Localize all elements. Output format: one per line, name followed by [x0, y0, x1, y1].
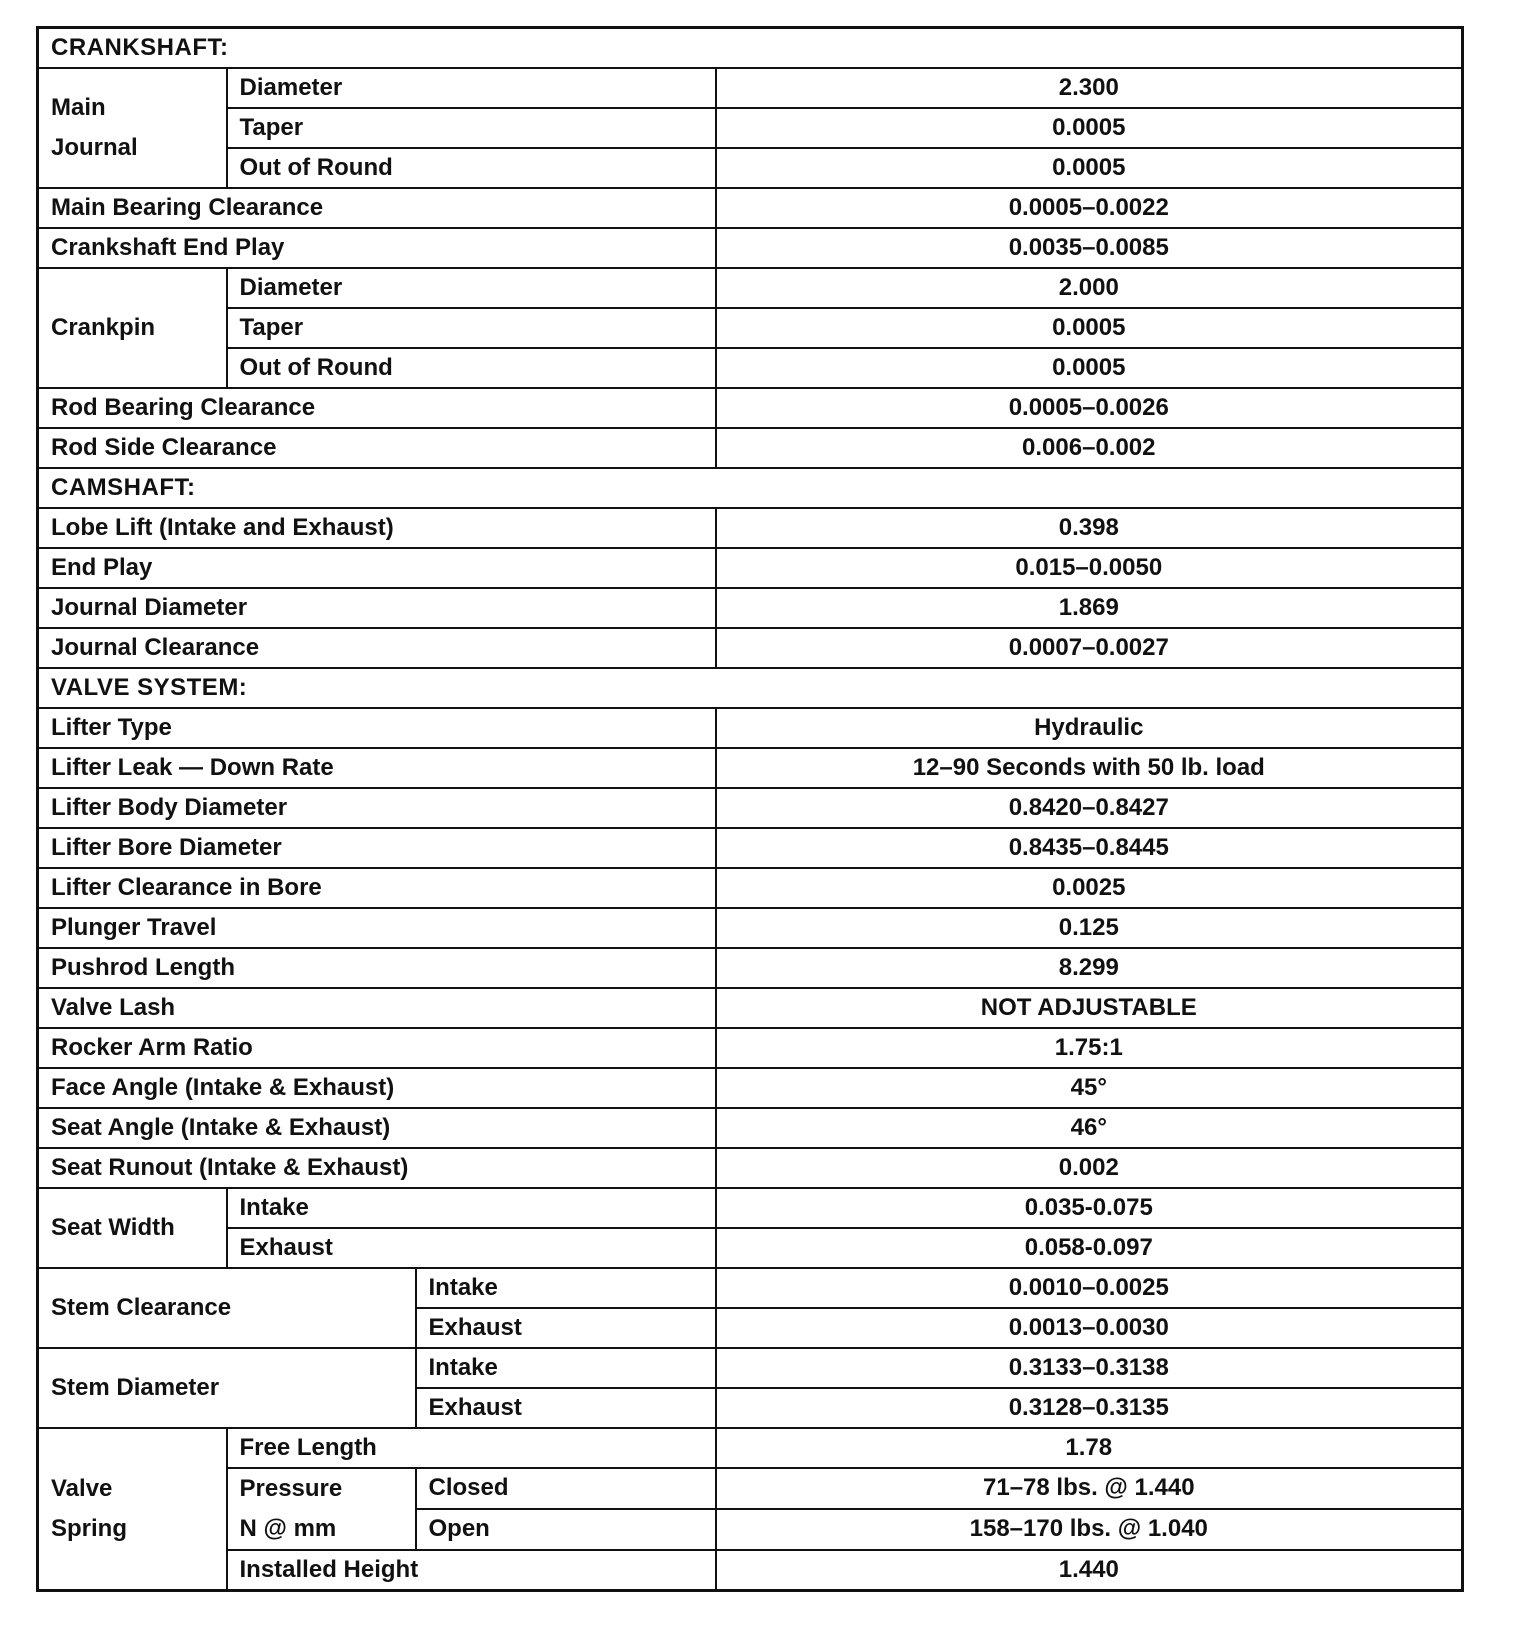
spec-value: 0.398 — [716, 508, 1463, 548]
spec-label: Taper — [227, 108, 716, 148]
spec-value: 0.002 — [716, 1148, 1463, 1188]
spec-value: 0.0025 — [716, 868, 1463, 908]
table-row — [38, 788, 1463, 828]
table-row — [38, 1468, 1463, 1509]
table-row — [38, 628, 1463, 668]
spec-label: Exhaust — [416, 1388, 716, 1428]
spec-label: Rod Side Clearance — [38, 428, 716, 468]
table-row — [38, 1428, 1463, 1468]
spec-label: Journal Clearance — [38, 628, 716, 668]
spec-label: Plunger Travel — [38, 908, 716, 948]
spec-value: 1.75:1 — [716, 1028, 1463, 1068]
table-row — [38, 1068, 1463, 1108]
spec-value: 0.3133–0.3138 — [716, 1348, 1463, 1388]
main-journal-label-line1: Main — [51, 94, 106, 121]
group-label-stem-diameter: Stem Diameter — [38, 1348, 416, 1428]
table-row — [38, 148, 1463, 188]
spec-value: 0.8420–0.8427 — [716, 788, 1463, 828]
spec-label: Free Length — [227, 1428, 716, 1468]
table-row — [38, 508, 1463, 548]
spec-label: Diameter — [227, 268, 716, 308]
spec-value: 2.000 — [716, 268, 1463, 308]
pressure-label-line1: Pressure — [239, 1475, 343, 1502]
table-row — [38, 1188, 1463, 1228]
spec-value: 0.0005–0.0026 — [716, 388, 1463, 428]
spec-value: 71–78 lbs. @ 1.440 — [716, 1468, 1463, 1509]
spec-value: 0.0005 — [716, 348, 1463, 388]
spec-label: Main Bearing Clearance — [38, 188, 716, 228]
spec-value: 0.015–0.0050 — [716, 548, 1463, 588]
section-row-camshaft — [38, 468, 1463, 508]
spec-value: 0.0007–0.0027 — [716, 628, 1463, 668]
spec-value: 1.869 — [716, 588, 1463, 628]
table-row — [38, 588, 1463, 628]
spec-label: Closed — [416, 1468, 716, 1509]
spec-value: 1.440 — [716, 1550, 1463, 1591]
spec-label: Out of Round — [227, 348, 716, 388]
spec-label: Exhaust — [416, 1308, 716, 1348]
table-row — [38, 1348, 1463, 1388]
spec-label: Lifter Leak — Down Rate — [38, 748, 716, 788]
table-row — [38, 828, 1463, 868]
section-header-camshaft: CAMSHAFT: — [38, 468, 1463, 508]
table-row — [38, 988, 1463, 1028]
spec-label: Lobe Lift (Intake and Exhaust) — [38, 508, 716, 548]
table-row — [38, 308, 1463, 348]
table-row — [38, 548, 1463, 588]
spec-label: Rocker Arm Ratio — [38, 1028, 716, 1068]
spec-value: 0.0013–0.0030 — [716, 1308, 1463, 1348]
group-label-main-journal — [38, 68, 227, 188]
table-row — [38, 748, 1463, 788]
spec-value: 12–90 Seconds with 50 lb. load — [716, 748, 1463, 788]
table-row — [38, 1268, 1463, 1308]
spec-label: Exhaust — [227, 1228, 716, 1268]
table-row — [38, 908, 1463, 948]
table-row — [38, 1148, 1463, 1188]
spec-label: Seat Angle (Intake & Exhaust) — [38, 1108, 716, 1148]
spec-label: Rod Bearing Clearance — [38, 388, 716, 428]
spec-value: 46° — [716, 1108, 1463, 1148]
spec-label: Crankshaft End Play — [38, 228, 716, 268]
table-row — [38, 868, 1463, 908]
table-row — [38, 348, 1463, 388]
table-row — [38, 188, 1463, 228]
spec-label: Seat Runout (Intake & Exhaust) — [38, 1148, 716, 1188]
spec-value: 0.3128–0.3135 — [716, 1388, 1463, 1428]
spec-label: Lifter Type — [38, 708, 716, 748]
spec-value: 158–170 lbs. @ 1.040 — [716, 1509, 1463, 1550]
spec-label: Out of Round — [227, 148, 716, 188]
group-label-valve-spring — [38, 1428, 227, 1591]
group-label-crankpin: Crankpin — [38, 268, 227, 388]
table-row — [38, 388, 1463, 428]
table-row — [38, 108, 1463, 148]
table-row — [38, 948, 1463, 988]
spec-value: 0.0005 — [716, 308, 1463, 348]
table-row — [38, 1228, 1463, 1268]
spec-label: Pushrod Length — [38, 948, 716, 988]
spec-label: Intake — [227, 1188, 716, 1228]
group-label-pressure — [227, 1468, 416, 1550]
spec-value: 0.035-0.075 — [716, 1188, 1463, 1228]
table-row — [38, 428, 1463, 468]
section-header-crankshaft: CRANKSHAFT: — [38, 28, 1463, 69]
group-label-stem-clearance: Stem Clearance — [38, 1268, 416, 1348]
spec-value: 0.0035–0.0085 — [716, 228, 1463, 268]
spec-label: Taper — [227, 308, 716, 348]
spec-value: 0.8435–0.8445 — [716, 828, 1463, 868]
valve-spring-label-line2: Spring — [51, 1515, 127, 1542]
spec-value: 1.78 — [716, 1428, 1463, 1468]
spec-label: Lifter Body Diameter — [38, 788, 716, 828]
spec-label: Lifter Clearance in Bore — [38, 868, 716, 908]
pressure-label-line2: N @ mm — [239, 1515, 337, 1542]
group-label-seat-width: Seat Width — [38, 1188, 227, 1268]
section-row-crankshaft — [38, 28, 1463, 69]
spec-value: 0.0010–0.0025 — [716, 1268, 1463, 1308]
table-row — [38, 268, 1463, 308]
spec-label: Lifter Bore Diameter — [38, 828, 716, 868]
section-header-valve-system: VALVE SYSTEM: — [38, 668, 1463, 708]
table-row — [38, 1028, 1463, 1068]
spec-label: Face Angle (Intake & Exhaust) — [38, 1068, 716, 1108]
spec-label: Intake — [416, 1348, 716, 1388]
table-row — [38, 68, 1463, 108]
spec-value: 0.006–0.002 — [716, 428, 1463, 468]
spec-value: 0.0005 — [716, 108, 1463, 148]
table-row — [38, 1108, 1463, 1148]
spec-label: Open — [416, 1509, 716, 1550]
spec-label: Installed Height — [227, 1550, 716, 1591]
table-row — [38, 228, 1463, 268]
spec-label: Valve Lash — [38, 988, 716, 1028]
spec-label: Intake — [416, 1268, 716, 1308]
table-row — [38, 708, 1463, 748]
spec-value: 0.058-0.097 — [716, 1228, 1463, 1268]
valve-spring-label-line1: Valve — [51, 1475, 113, 1502]
engine-specifications-table — [36, 26, 1464, 1592]
spec-value: 8.299 — [716, 948, 1463, 988]
spec-value: NOT ADJUSTABLE — [716, 988, 1463, 1028]
table-row — [38, 1550, 1463, 1591]
spec-value: 0.0005–0.0022 — [716, 188, 1463, 228]
spec-value: 2.300 — [716, 68, 1463, 108]
spec-label: End Play — [38, 548, 716, 588]
spec-value: 45° — [716, 1068, 1463, 1108]
spec-label: Journal Diameter — [38, 588, 716, 628]
spec-label: Diameter — [227, 68, 716, 108]
spec-value: 0.125 — [716, 908, 1463, 948]
spec-value: 0.0005 — [716, 148, 1463, 188]
spec-value: Hydraulic — [716, 708, 1463, 748]
section-row-valve-system — [38, 668, 1463, 708]
main-journal-label-line2: Journal — [51, 134, 138, 161]
